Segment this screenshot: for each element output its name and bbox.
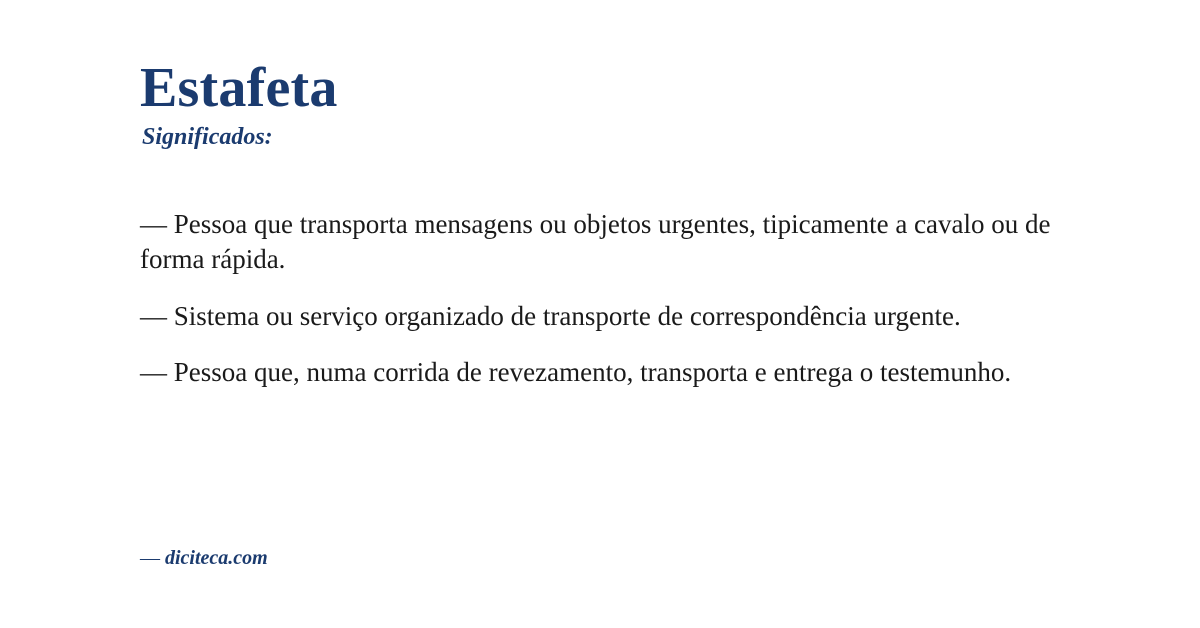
definition-text: Pessoa que, numa corrida de revezamento, transporta e entrega o testemunho. <box>173 357 1012 388</box>
source-attribution <box>140 547 268 570</box>
definition-list <box>140 207 1060 389</box>
source-label: diciteca.com <box>165 547 268 569</box>
bullet-dash: — <box>140 209 167 240</box>
definition-item <box>140 207 1060 276</box>
definition-text: Pessoa que transporta mensagens ou objetos urgentes, tipicamente a cavalo ou de forma rápida. <box>140 209 1051 275</box>
definition-item <box>140 355 1060 390</box>
bullet-dash: — <box>140 300 167 331</box>
definition-text: Sistema ou serviço organizado de transporte de correspondência urgente. <box>173 300 961 331</box>
page-title: Estafeta <box>140 57 338 119</box>
bullet-dash: — <box>140 357 167 388</box>
subtitle-meanings: Significados: <box>142 124 273 151</box>
definition-item <box>140 299 1060 334</box>
source-dash: — <box>140 547 160 569</box>
